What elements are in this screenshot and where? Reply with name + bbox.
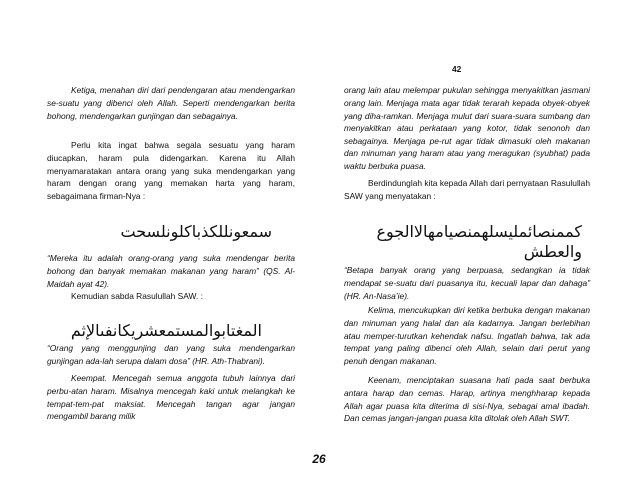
right-arabic-hadith-line1: كممنصائمليسلهمنصيامهالاالجوع <box>376 222 582 241</box>
right-paragraph-berdindunglah: Berdindunglah kita kepada Allah dari pernyataan Rasulullah SAW yang menyatakan : <box>344 178 590 201</box>
left-paragraph-ketiga: Ketiga, menahan diri dari pendengaran atau mendengarkan se-suatu yang dibenci oleh Allah. Seperti mendengarkan berita bohong, mendengarkan gunjingan dan sebagainya. <box>47 85 295 121</box>
left-paragraph-keempat: Keempat. Mencegah semua anggota tubuh lainnya dari perbu-atan haram. Misalnya mencegah kaki untuk melangkah ke tempat-tem-pat maksiat. Mencegah tangan agar jangan mengambil barang milik <box>47 373 295 422</box>
left-paragraph-perlu: Perlu kita ingat bahwa segala sesuatu yang haram diucapkan, haram pula didengarkan. Karena itu Allah menyamaratakan antara orang yang suka mendengarkan yang haram dengan orang yang memakan harta yang haram, sebagaimana firman-Nya : <box>47 140 295 201</box>
left-paragraph-sabda: Kemudian sabda Rasulullah SAW. : <box>71 291 203 302</box>
right-paragraph-continuation: orang lain atau melempar pukulan sehingga menyakitkan jasmani orang lain. Menjaga mata agar tidak terarah kepada obyek-obyek yang diha-ramkan. Menjaga mulut dari suara-suara sumbang dan menyakitkan atau perkataan yang kotor, tidak senonoh dan sebagainya. Menjaga pe-rut agar tidak dimasuki oleh makanan dan minuman yang haram atau yang meragukan (syubhat) pada waktu berbuka puasa. <box>344 85 590 171</box>
left-arabic-verse: سمعونللكذباكلونلسحت <box>120 222 272 241</box>
right-arabic-hadith-line2: والعطش <box>523 242 582 261</box>
right-paragraph-keenam: Keenam, menciptakan suasana hati pada saat berbuka antara harap dan cemas. Harap, artinya menghharap kepada Allah agar puasa kita diterima di sisi-Nya, sebagai amal ibadah. Dan cemas jangan-jangan puasa kita ditolak oleh Allah SWT. <box>344 375 590 424</box>
page-number-top: 42 <box>452 64 462 74</box>
right-quote-nasaie: “Betapa banyak orang yang berpuasa, sedangkan ia tidak mendapat se-suatu dari puasanya itu, kecuali lapar dan dahaga” (HR. An-Nasa’ie). <box>344 265 590 301</box>
left-arabic-hadith: المغتابوالمستمعشريكانفىالإثم <box>70 321 262 340</box>
left-quote-maidah: “Mereka itu adalah orang-orang yang suka mendengar berita bohong dan banyak memakan makanan yang haram” (QS. Al-Maidah ayat 42). <box>47 253 295 289</box>
left-quote-thabrani: “Orang yang menggunjing dan yang suka mendengarkan gunjingan ada-lah serupa dalam dosa” (HR. Ath-Thabrani). <box>47 343 295 366</box>
right-paragraph-kelima: Kelima, mencukupkan diri ketika berbuka dengan makanan dan minuman yang halal dan ala kadarnya. Jangan berlebihan atau memper-turutkan kehendak nafsu. Ingatlah bahwa, tak ada tempat yang paling dibenci oleh Allah, selain dari perut yang penuh dengan makanan. <box>344 305 590 366</box>
page-number-bottom: 26 <box>312 452 326 466</box>
